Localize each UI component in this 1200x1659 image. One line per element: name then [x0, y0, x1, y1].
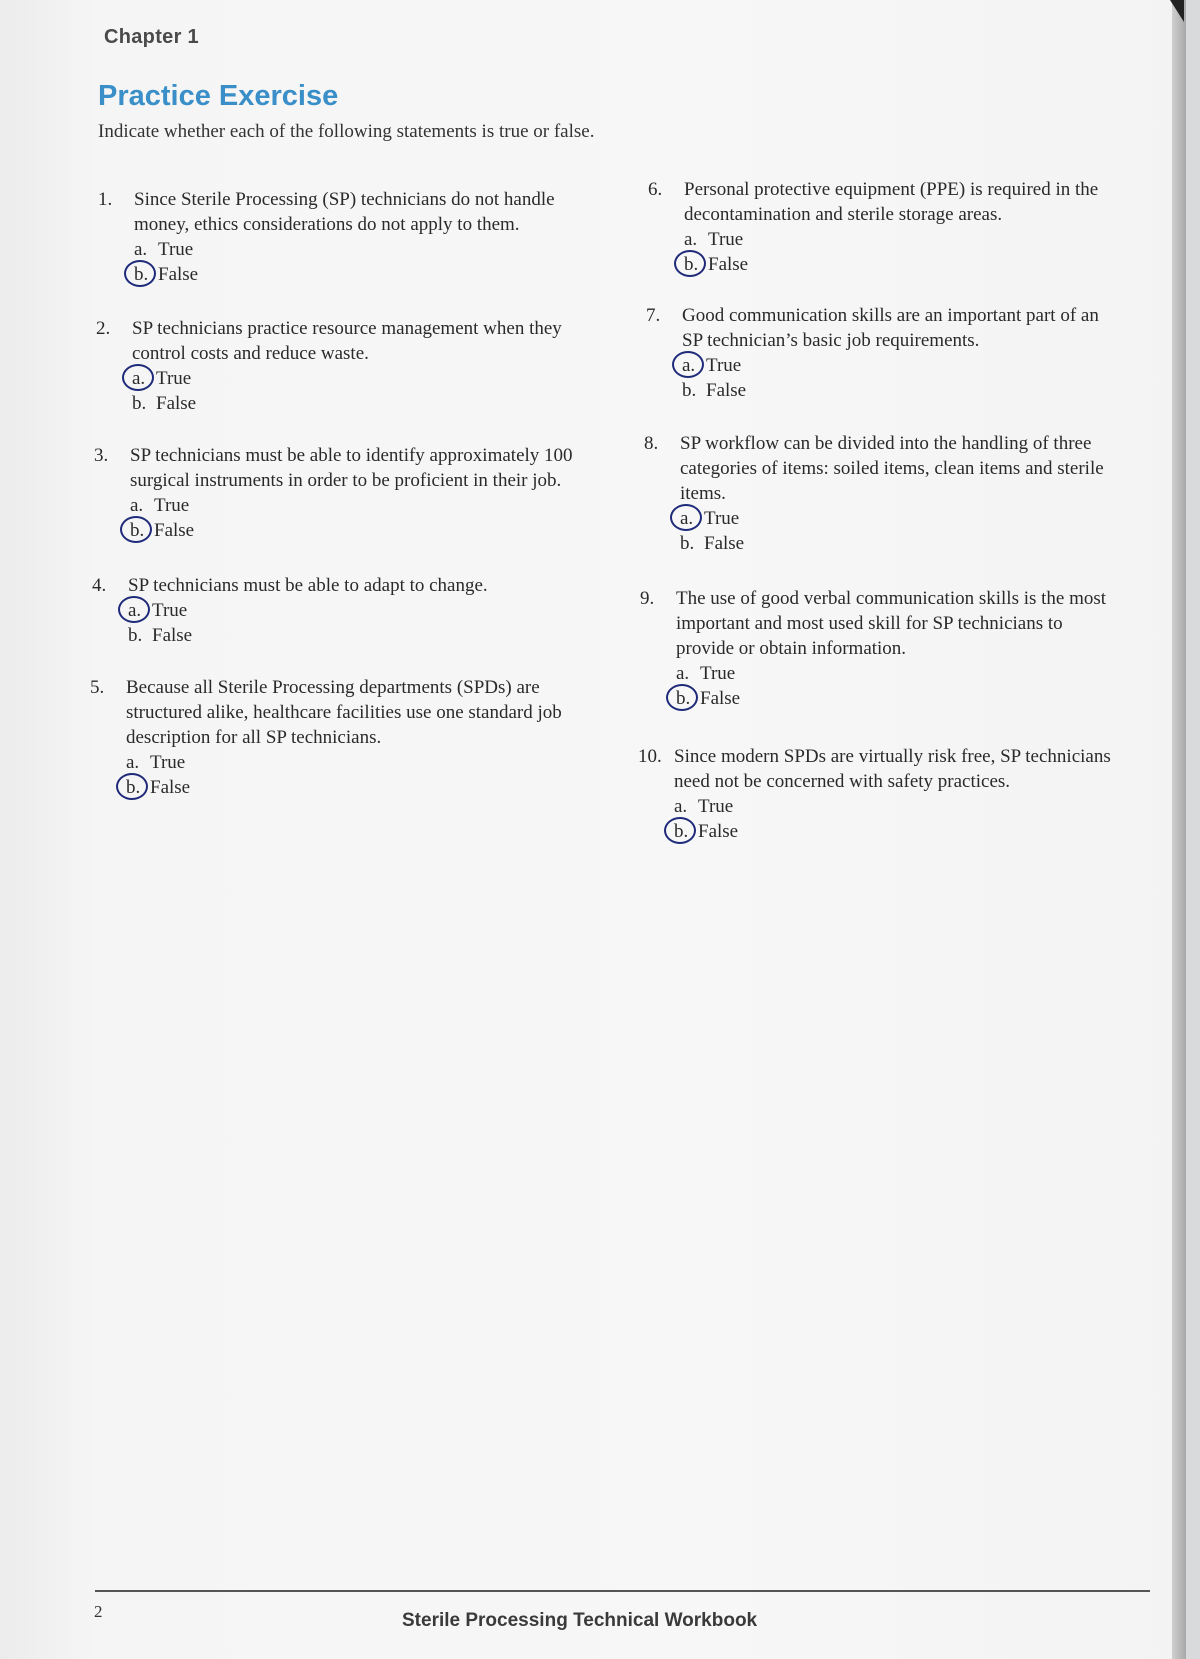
question-text-line: money, ethics considerations do not apply to them.	[134, 214, 520, 235]
question-text-line: important and most used skill for SP technicians to	[676, 613, 1063, 634]
option-letter: b.	[134, 264, 149, 285]
answer-option-false	[684, 252, 1098, 277]
answer-option-true	[680, 506, 1104, 531]
question-number: 10.	[638, 746, 662, 767]
page-number: 2	[94, 1602, 103, 1621]
answer-option-false	[676, 686, 1106, 711]
option-label: False	[700, 688, 741, 709]
handwritten-circle-mark	[120, 516, 152, 543]
question-9	[640, 586, 1106, 711]
option-letter: a.	[680, 508, 694, 529]
handwritten-circle-mark	[666, 684, 698, 711]
question-5	[90, 675, 562, 800]
question-6	[648, 177, 1098, 277]
option-label: True	[698, 796, 734, 817]
question-text-line: SP technicians must be able to adapt to change.	[128, 575, 488, 596]
answer-option-false	[126, 775, 562, 800]
question-number: 1.	[98, 189, 113, 210]
option-letter: a.	[682, 355, 696, 376]
option-label: True	[158, 239, 194, 260]
handwritten-circle-mark	[118, 596, 150, 623]
option-label: False	[708, 254, 749, 275]
question-text-line: Personal protective equipment (PPE) is required in the	[684, 179, 1099, 200]
option-letter: b.	[674, 821, 689, 842]
question-text-line: description for all SP technicians.	[126, 727, 382, 748]
option-label: True	[704, 508, 740, 529]
option-label: False	[154, 520, 195, 541]
footer-rule	[95, 1590, 1150, 1592]
answer-option-true	[130, 493, 573, 518]
question-8	[644, 431, 1104, 556]
question-text-line: Since modern SPDs are virtually risk free, SP technicians	[674, 746, 1111, 767]
question-number: 4.	[92, 575, 107, 596]
answer-option-true	[684, 227, 1098, 252]
question-4	[92, 573, 488, 648]
question-text-line: structured alike, healthcare facilities use one standard job	[126, 702, 562, 723]
option-label: False	[706, 380, 747, 401]
option-letter: b.	[132, 393, 147, 414]
question-text-line: provide or obtain information.	[676, 638, 907, 659]
option-label: True	[706, 355, 742, 376]
answer-option-true	[134, 237, 555, 262]
option-letter: a.	[132, 368, 146, 389]
answer-option-false	[134, 262, 555, 287]
option-letter: a.	[128, 600, 142, 621]
option-label: False	[152, 625, 193, 646]
question-text-line: The use of good verbal communication skills is the most	[676, 588, 1107, 609]
option-letter: a.	[134, 239, 148, 260]
question-text-line: SP technician’s basic job requirements.	[682, 330, 980, 351]
handwritten-circle-mark	[670, 504, 702, 531]
handwritten-circle-mark	[672, 351, 704, 378]
question-text-line: SP technicians must be able to identify approximately 100	[130, 445, 573, 466]
question-text-line: SP workflow can be divided into the handling of three	[680, 433, 1092, 454]
option-label: False	[156, 393, 197, 414]
answer-option-true	[132, 366, 562, 391]
question-number: 7.	[646, 305, 661, 326]
exercise-title: Practice Exercise	[98, 80, 339, 112]
option-letter: a.	[130, 495, 144, 516]
answer-option-true	[126, 750, 562, 775]
option-label: False	[704, 533, 745, 554]
option-label: False	[158, 264, 199, 285]
option-label: False	[150, 777, 191, 798]
option-letter: b.	[680, 533, 695, 554]
option-label: True	[156, 368, 192, 389]
question-text-line: Good communication skills are an important part of an	[682, 305, 1099, 326]
question-number: 9.	[640, 588, 655, 609]
option-letter: b.	[684, 254, 699, 275]
handwritten-circle-mark	[116, 773, 148, 800]
question-text-line: SP technicians practice resource management when they	[132, 318, 562, 339]
answer-option-true	[682, 353, 1099, 378]
page-edge-shadow	[1172, 0, 1186, 1659]
question-text-line: need not be concerned with safety practices.	[674, 771, 1011, 792]
question-1	[98, 187, 555, 287]
answer-option-false	[130, 518, 573, 543]
answer-option-false	[128, 623, 488, 648]
answer-option-false	[132, 391, 562, 416]
question-10	[638, 744, 1111, 844]
option-letter: a.	[684, 229, 698, 250]
answer-option-true	[128, 598, 488, 623]
question-3	[94, 443, 573, 543]
option-letter: a.	[676, 663, 690, 684]
answer-option-true	[676, 661, 1106, 686]
option-label: True	[154, 495, 190, 516]
handwritten-circle-mark	[674, 250, 706, 277]
option-label: True	[152, 600, 188, 621]
handwritten-circle-mark	[664, 817, 696, 844]
option-letter: b.	[126, 777, 141, 798]
question-number: 8.	[644, 433, 659, 454]
question-2	[96, 316, 562, 416]
question-text-line: items.	[680, 483, 726, 504]
option-letter: b.	[130, 520, 145, 541]
answer-option-true	[674, 794, 1111, 819]
option-letter: a.	[126, 752, 140, 773]
answer-option-false	[680, 531, 1104, 556]
handwritten-circle-mark	[124, 260, 156, 287]
answer-option-false	[674, 819, 1111, 844]
question-text-line: categories of items: soiled items, clean items and sterile	[680, 458, 1104, 479]
option-letter: a.	[674, 796, 688, 817]
footer-book-title: Sterile Processing Technical Workbook	[402, 1610, 758, 1631]
option-label: True	[150, 752, 186, 773]
question-text-line: decontamination and sterile storage areas.	[684, 204, 1003, 225]
question-number: 2.	[96, 318, 111, 339]
option-letter: b.	[676, 688, 691, 709]
handwritten-circle-mark	[122, 364, 154, 391]
chapter-label: Chapter 1	[104, 26, 199, 48]
answer-option-false	[682, 378, 1099, 403]
option-label: True	[708, 229, 744, 250]
question-number: 5.	[90, 677, 105, 698]
option-letter: b.	[682, 380, 697, 401]
corner-mark	[1170, 0, 1184, 22]
option-letter: b.	[128, 625, 143, 646]
option-label: False	[698, 821, 739, 842]
question-7	[646, 303, 1099, 403]
question-text-line: Because all Sterile Processing departments (SPDs) are	[126, 677, 540, 698]
question-text-line: Since Sterile Processing (SP) technicians do not handle	[134, 189, 555, 210]
instructions: Indicate whether each of the following statements is true or false.	[98, 121, 595, 142]
option-label: True	[700, 663, 736, 684]
question-number: 3.	[94, 445, 109, 466]
question-number: 6.	[648, 179, 663, 200]
question-text-line: control costs and reduce waste.	[132, 343, 369, 364]
question-text-line: surgical instruments in order to be proficient in their job.	[130, 470, 562, 491]
